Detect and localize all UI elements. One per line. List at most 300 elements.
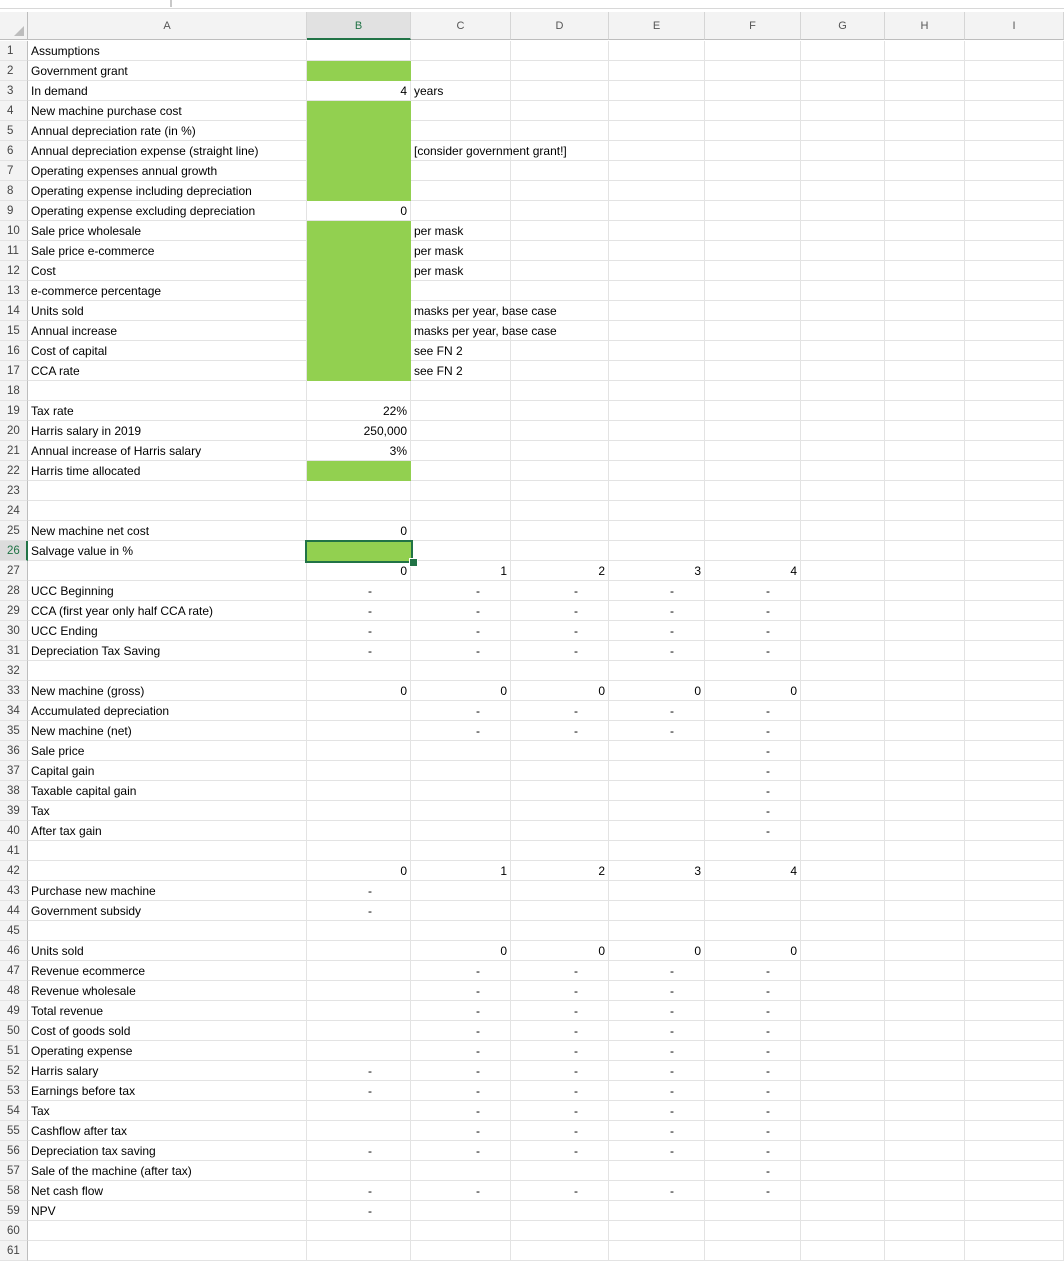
cell-d27[interactable]: 2 [511, 561, 609, 581]
cell-h27[interactable] [885, 561, 965, 581]
cell-i61[interactable] [965, 1241, 1064, 1261]
cell-i58[interactable] [965, 1181, 1064, 1201]
cell-i38[interactable] [965, 781, 1064, 801]
cell-g8[interactable] [801, 181, 885, 201]
cell-i4[interactable] [965, 101, 1064, 121]
cell-d25[interactable] [511, 521, 609, 541]
cell-f8[interactable] [705, 181, 801, 201]
cell-c5[interactable] [411, 121, 511, 141]
cell-e53[interactable]: - [609, 1081, 705, 1101]
cell-c24[interactable] [411, 501, 511, 521]
cell-f52[interactable]: - [705, 1061, 801, 1081]
cell-c27[interactable]: 1 [411, 561, 511, 581]
cell-b33[interactable]: 0 [307, 681, 411, 701]
cell-e31[interactable]: - [609, 641, 705, 661]
cell-h55[interactable] [885, 1121, 965, 1141]
cell-e49[interactable]: - [609, 1001, 705, 1021]
cell-a25[interactable]: New machine net cost [28, 521, 307, 541]
cell-d5[interactable] [511, 121, 609, 141]
cell-a34[interactable]: Accumulated depreciation [28, 701, 307, 721]
cell-c23[interactable] [411, 481, 511, 501]
cell-b52[interactable]: - [307, 1061, 411, 1081]
row-header[interactable]: 38 [0, 781, 28, 801]
cell-c41[interactable] [411, 841, 511, 861]
cell-d57[interactable] [511, 1161, 609, 1181]
cell-i16[interactable] [965, 341, 1064, 361]
cell-g3[interactable] [801, 81, 885, 101]
cell-h40[interactable] [885, 821, 965, 841]
cell-d33[interactable]: 0 [511, 681, 609, 701]
cell-e57[interactable] [609, 1161, 705, 1181]
cell-h38[interactable] [885, 781, 965, 801]
cell-f55[interactable]: - [705, 1121, 801, 1141]
row-header[interactable]: 14 [0, 301, 28, 321]
cell-g33[interactable] [801, 681, 885, 701]
cell-i17[interactable] [965, 361, 1064, 381]
row-header[interactable]: 5 [0, 121, 28, 141]
cell-c28[interactable]: - [411, 581, 511, 601]
cell-h51[interactable] [885, 1041, 965, 1061]
cell-g41[interactable] [801, 841, 885, 861]
row-header[interactable]: 55 [0, 1121, 28, 1141]
cell-g30[interactable] [801, 621, 885, 641]
cell-a22[interactable]: Harris time allocated [28, 461, 307, 481]
row-header[interactable]: 19 [0, 401, 28, 421]
cell-d14[interactable] [511, 301, 609, 321]
cell-g42[interactable] [801, 861, 885, 881]
cell-g20[interactable] [801, 421, 885, 441]
cell-b36[interactable] [307, 741, 411, 761]
cell-d42[interactable]: 2 [511, 861, 609, 881]
cell-c50[interactable]: - [411, 1021, 511, 1041]
cell-a32[interactable] [28, 661, 307, 681]
cell-i37[interactable] [965, 761, 1064, 781]
cell-a28[interactable]: UCC Beginning [28, 581, 307, 601]
cell-a31[interactable]: Depreciation Tax Saving [28, 641, 307, 661]
cell-f43[interactable] [705, 881, 801, 901]
cell-d45[interactable] [511, 921, 609, 941]
cell-c31[interactable]: - [411, 641, 511, 661]
cell-g11[interactable] [801, 241, 885, 261]
cell-a60[interactable] [28, 1221, 307, 1241]
cell-g59[interactable] [801, 1201, 885, 1221]
column-header-e[interactable]: E [609, 12, 705, 40]
cell-g1[interactable] [801, 41, 885, 61]
row-header[interactable]: 59 [0, 1201, 28, 1221]
cell-c2[interactable] [411, 61, 511, 81]
cell-a14[interactable]: Units sold [28, 301, 307, 321]
cell-h52[interactable] [885, 1061, 965, 1081]
cell-i31[interactable] [965, 641, 1064, 661]
cell-b46[interactable] [307, 941, 411, 961]
cell-b41[interactable] [307, 841, 411, 861]
cell-b35[interactable] [307, 721, 411, 741]
column-header-d[interactable]: D [511, 12, 609, 40]
cell-b42[interactable]: 0 [307, 861, 411, 881]
cell-e28[interactable]: - [609, 581, 705, 601]
cell-f47[interactable]: - [705, 961, 801, 981]
cell-b5[interactable] [307, 121, 411, 141]
cell-d23[interactable] [511, 481, 609, 501]
cell-h18[interactable] [885, 381, 965, 401]
cell-i5[interactable] [965, 121, 1064, 141]
cell-g9[interactable] [801, 201, 885, 221]
cell-f46[interactable]: 0 [705, 941, 801, 961]
cell-f5[interactable] [705, 121, 801, 141]
cell-b3[interactable]: 4 [307, 81, 411, 101]
row-header[interactable]: 39 [0, 801, 28, 821]
row-header[interactable]: 2 [0, 61, 28, 81]
row-header[interactable]: 44 [0, 901, 28, 921]
cell-e38[interactable] [609, 781, 705, 801]
cell-b34[interactable] [307, 701, 411, 721]
cell-g31[interactable] [801, 641, 885, 661]
cell-h53[interactable] [885, 1081, 965, 1101]
cell-d30[interactable]: - [511, 621, 609, 641]
cell-h58[interactable] [885, 1181, 965, 1201]
cell-i25[interactable] [965, 521, 1064, 541]
cell-i39[interactable] [965, 801, 1064, 821]
cell-c43[interactable] [411, 881, 511, 901]
cell-d18[interactable] [511, 381, 609, 401]
row-header[interactable]: 47 [0, 961, 28, 981]
row-header[interactable]: 24 [0, 501, 28, 521]
row-header[interactable]: 23 [0, 481, 28, 501]
cell-g24[interactable] [801, 501, 885, 521]
row-header[interactable]: 30 [0, 621, 28, 641]
cell-i19[interactable] [965, 401, 1064, 421]
cell-g44[interactable] [801, 901, 885, 921]
row-header[interactable]: 22 [0, 461, 28, 481]
cell-b43[interactable]: - [307, 881, 411, 901]
cell-e15[interactable] [609, 321, 705, 341]
cell-b8[interactable] [307, 181, 411, 201]
cell-a12[interactable]: Cost [28, 261, 307, 281]
cell-c10[interactable]: per mask [411, 221, 511, 241]
cell-d10[interactable] [511, 221, 609, 241]
cell-h19[interactable] [885, 401, 965, 421]
row-header[interactable]: 58 [0, 1181, 28, 1201]
cell-c37[interactable] [411, 761, 511, 781]
cell-d2[interactable] [511, 61, 609, 81]
cell-b23[interactable] [307, 481, 411, 501]
cell-f21[interactable] [705, 441, 801, 461]
cell-h48[interactable] [885, 981, 965, 1001]
cell-h5[interactable] [885, 121, 965, 141]
cell-g27[interactable] [801, 561, 885, 581]
cell-a46[interactable]: Units sold [28, 941, 307, 961]
cell-c59[interactable] [411, 1201, 511, 1221]
cell-d58[interactable]: - [511, 1181, 609, 1201]
cell-f58[interactable]: - [705, 1181, 801, 1201]
cell-a35[interactable]: New machine (net) [28, 721, 307, 741]
cell-f51[interactable]: - [705, 1041, 801, 1061]
cell-g52[interactable] [801, 1061, 885, 1081]
select-all-corner[interactable] [0, 12, 28, 40]
cell-a4[interactable]: New machine purchase cost [28, 101, 307, 121]
cell-e17[interactable] [609, 361, 705, 381]
cell-b21[interactable]: 3% [307, 441, 411, 461]
cell-h6[interactable] [885, 141, 965, 161]
cell-a56[interactable]: Depreciation tax saving [28, 1141, 307, 1161]
cell-e54[interactable]: - [609, 1101, 705, 1121]
cell-d46[interactable]: 0 [511, 941, 609, 961]
cell-a26[interactable]: Salvage value in % [28, 541, 307, 561]
cell-i9[interactable] [965, 201, 1064, 221]
cell-h11[interactable] [885, 241, 965, 261]
cell-h22[interactable] [885, 461, 965, 481]
cell-b12[interactable] [307, 261, 411, 281]
cell-b57[interactable] [307, 1161, 411, 1181]
cell-b17[interactable] [307, 361, 411, 381]
cell-e41[interactable] [609, 841, 705, 861]
cell-b54[interactable] [307, 1101, 411, 1121]
cell-a15[interactable]: Annual increase [28, 321, 307, 341]
cell-a44[interactable]: Government subsidy [28, 901, 307, 921]
cell-c61[interactable] [411, 1241, 511, 1261]
row-header[interactable]: 54 [0, 1101, 28, 1121]
cell-b11[interactable] [307, 241, 411, 261]
cell-b30[interactable]: - [307, 621, 411, 641]
column-header-c[interactable]: C [411, 12, 511, 40]
cell-b20[interactable]: 250,000 [307, 421, 411, 441]
cell-e9[interactable] [609, 201, 705, 221]
cell-f38[interactable]: - [705, 781, 801, 801]
cell-i23[interactable] [965, 481, 1064, 501]
cell-h3[interactable] [885, 81, 965, 101]
cell-i49[interactable] [965, 1001, 1064, 1021]
cell-i21[interactable] [965, 441, 1064, 461]
cell-a27[interactable] [28, 561, 307, 581]
cell-g2[interactable] [801, 61, 885, 81]
cell-a2[interactable]: Government grant [28, 61, 307, 81]
cell-a36[interactable]: Sale price [28, 741, 307, 761]
cell-h33[interactable] [885, 681, 965, 701]
cell-e16[interactable] [609, 341, 705, 361]
cell-f22[interactable] [705, 461, 801, 481]
cell-e52[interactable]: - [609, 1061, 705, 1081]
cell-b38[interactable] [307, 781, 411, 801]
row-header[interactable]: 12 [0, 261, 28, 281]
cell-g29[interactable] [801, 601, 885, 621]
cell-a19[interactable]: Tax rate [28, 401, 307, 421]
cell-c34[interactable]: - [411, 701, 511, 721]
cell-d40[interactable] [511, 821, 609, 841]
cell-c22[interactable] [411, 461, 511, 481]
cell-a6[interactable]: Annual depreciation expense (straight line) [28, 141, 307, 161]
cell-i43[interactable] [965, 881, 1064, 901]
cell-f53[interactable]: - [705, 1081, 801, 1101]
row-header[interactable]: 52 [0, 1061, 28, 1081]
cell-e14[interactable] [609, 301, 705, 321]
cell-e18[interactable] [609, 381, 705, 401]
cell-b19[interactable]: 22% [307, 401, 411, 421]
cell-a1[interactable]: Assumptions [28, 41, 307, 61]
fill-handle[interactable] [409, 558, 418, 567]
cell-i55[interactable] [965, 1121, 1064, 1141]
cell-a57[interactable]: Sale of the machine (after tax) [28, 1161, 307, 1181]
cell-d50[interactable]: - [511, 1021, 609, 1041]
cell-d13[interactable] [511, 281, 609, 301]
cell-f44[interactable] [705, 901, 801, 921]
cell-g6[interactable] [801, 141, 885, 161]
cell-g37[interactable] [801, 761, 885, 781]
cell-h59[interactable] [885, 1201, 965, 1221]
cell-g7[interactable] [801, 161, 885, 181]
cell-f41[interactable] [705, 841, 801, 861]
cell-d34[interactable]: - [511, 701, 609, 721]
cell-e11[interactable] [609, 241, 705, 261]
cell-f56[interactable]: - [705, 1141, 801, 1161]
cell-g15[interactable] [801, 321, 885, 341]
cell-f35[interactable]: - [705, 721, 801, 741]
row-header[interactable]: 4 [0, 101, 28, 121]
cell-d49[interactable]: - [511, 1001, 609, 1021]
cell-g25[interactable] [801, 521, 885, 541]
cell-d7[interactable] [511, 161, 609, 181]
cell-b58[interactable]: - [307, 1181, 411, 1201]
cell-c13[interactable] [411, 281, 511, 301]
cell-h37[interactable] [885, 761, 965, 781]
cell-f2[interactable] [705, 61, 801, 81]
cell-c11[interactable]: per mask [411, 241, 511, 261]
cell-g50[interactable] [801, 1021, 885, 1041]
cell-d6[interactable] [511, 141, 609, 161]
cell-d24[interactable] [511, 501, 609, 521]
cell-i12[interactable] [965, 261, 1064, 281]
cell-d15[interactable] [511, 321, 609, 341]
cell-i56[interactable] [965, 1141, 1064, 1161]
cell-a29[interactable]: CCA (first year only half CCA rate) [28, 601, 307, 621]
row-header[interactable]: 42 [0, 861, 28, 881]
cell-c17[interactable]: see FN 2 [411, 361, 511, 381]
row-header[interactable]: 8 [0, 181, 28, 201]
cell-b6[interactable] [307, 141, 411, 161]
cell-e37[interactable] [609, 761, 705, 781]
cell-c9[interactable] [411, 201, 511, 221]
cell-h36[interactable] [885, 741, 965, 761]
cell-c18[interactable] [411, 381, 511, 401]
cell-a30[interactable]: UCC Ending [28, 621, 307, 641]
cell-b55[interactable] [307, 1121, 411, 1141]
cell-b51[interactable] [307, 1041, 411, 1061]
cell-h34[interactable] [885, 701, 965, 721]
cell-d4[interactable] [511, 101, 609, 121]
cell-c52[interactable]: - [411, 1061, 511, 1081]
row-header[interactable]: 49 [0, 1001, 28, 1021]
cell-d47[interactable]: - [511, 961, 609, 981]
cell-c25[interactable] [411, 521, 511, 541]
column-header-f[interactable]: F [705, 12, 801, 40]
cell-d9[interactable] [511, 201, 609, 221]
cell-i14[interactable] [965, 301, 1064, 321]
cell-d54[interactable]: - [511, 1101, 609, 1121]
cell-g16[interactable] [801, 341, 885, 361]
cell-e50[interactable]: - [609, 1021, 705, 1041]
cell-f6[interactable] [705, 141, 801, 161]
cell-f31[interactable]: - [705, 641, 801, 661]
cell-f4[interactable] [705, 101, 801, 121]
row-header[interactable]: 27 [0, 561, 28, 581]
cell-c20[interactable] [411, 421, 511, 441]
cell-i3[interactable] [965, 81, 1064, 101]
cell-i51[interactable] [965, 1041, 1064, 1061]
cell-g46[interactable] [801, 941, 885, 961]
cell-b50[interactable] [307, 1021, 411, 1041]
cell-b48[interactable] [307, 981, 411, 1001]
cell-e1[interactable] [609, 41, 705, 61]
cell-g48[interactable] [801, 981, 885, 1001]
cell-e27[interactable]: 3 [609, 561, 705, 581]
cell-g10[interactable] [801, 221, 885, 241]
row-header[interactable]: 48 [0, 981, 28, 1001]
cell-g55[interactable] [801, 1121, 885, 1141]
cell-a45[interactable] [28, 921, 307, 941]
cell-e10[interactable] [609, 221, 705, 241]
cell-f10[interactable] [705, 221, 801, 241]
cell-d60[interactable] [511, 1221, 609, 1241]
cell-b22[interactable] [307, 461, 411, 481]
cell-g14[interactable] [801, 301, 885, 321]
cell-h25[interactable] [885, 521, 965, 541]
cell-i60[interactable] [965, 1221, 1064, 1241]
cell-a61[interactable] [28, 1241, 307, 1261]
cell-b16[interactable] [307, 341, 411, 361]
cell-g47[interactable] [801, 961, 885, 981]
row-header[interactable]: 28 [0, 581, 28, 601]
cell-d12[interactable] [511, 261, 609, 281]
cell-b47[interactable] [307, 961, 411, 981]
row-header[interactable]: 33 [0, 681, 28, 701]
cell-b7[interactable] [307, 161, 411, 181]
cell-i11[interactable] [965, 241, 1064, 261]
cell-d39[interactable] [511, 801, 609, 821]
cell-i8[interactable] [965, 181, 1064, 201]
cell-i6[interactable] [965, 141, 1064, 161]
cell-b25[interactable]: 0 [307, 521, 411, 541]
row-header[interactable]: 17 [0, 361, 28, 381]
cell-g26[interactable] [801, 541, 885, 561]
cell-e12[interactable] [609, 261, 705, 281]
cell-i46[interactable] [965, 941, 1064, 961]
cell-e51[interactable]: - [609, 1041, 705, 1061]
cell-d44[interactable] [511, 901, 609, 921]
cell-g53[interactable] [801, 1081, 885, 1101]
cell-b53[interactable]: - [307, 1081, 411, 1101]
cell-c4[interactable] [411, 101, 511, 121]
cell-g28[interactable] [801, 581, 885, 601]
cell-a17[interactable]: CCA rate [28, 361, 307, 381]
cell-i59[interactable] [965, 1201, 1064, 1221]
cell-f34[interactable]: - [705, 701, 801, 721]
cell-d20[interactable] [511, 421, 609, 441]
cell-h50[interactable] [885, 1021, 965, 1041]
cell-e47[interactable]: - [609, 961, 705, 981]
cell-h12[interactable] [885, 261, 965, 281]
cell-h16[interactable] [885, 341, 965, 361]
cell-i41[interactable] [965, 841, 1064, 861]
cell-f20[interactable] [705, 421, 801, 441]
cell-f26[interactable] [705, 541, 801, 561]
row-header[interactable]: 16 [0, 341, 28, 361]
cell-h17[interactable] [885, 361, 965, 381]
cell-c21[interactable] [411, 441, 511, 461]
cell-f42[interactable]: 4 [705, 861, 801, 881]
cell-a41[interactable] [28, 841, 307, 861]
cell-h60[interactable] [885, 1221, 965, 1241]
cell-i28[interactable] [965, 581, 1064, 601]
cell-a9[interactable]: Operating expense excluding depreciation [28, 201, 307, 221]
